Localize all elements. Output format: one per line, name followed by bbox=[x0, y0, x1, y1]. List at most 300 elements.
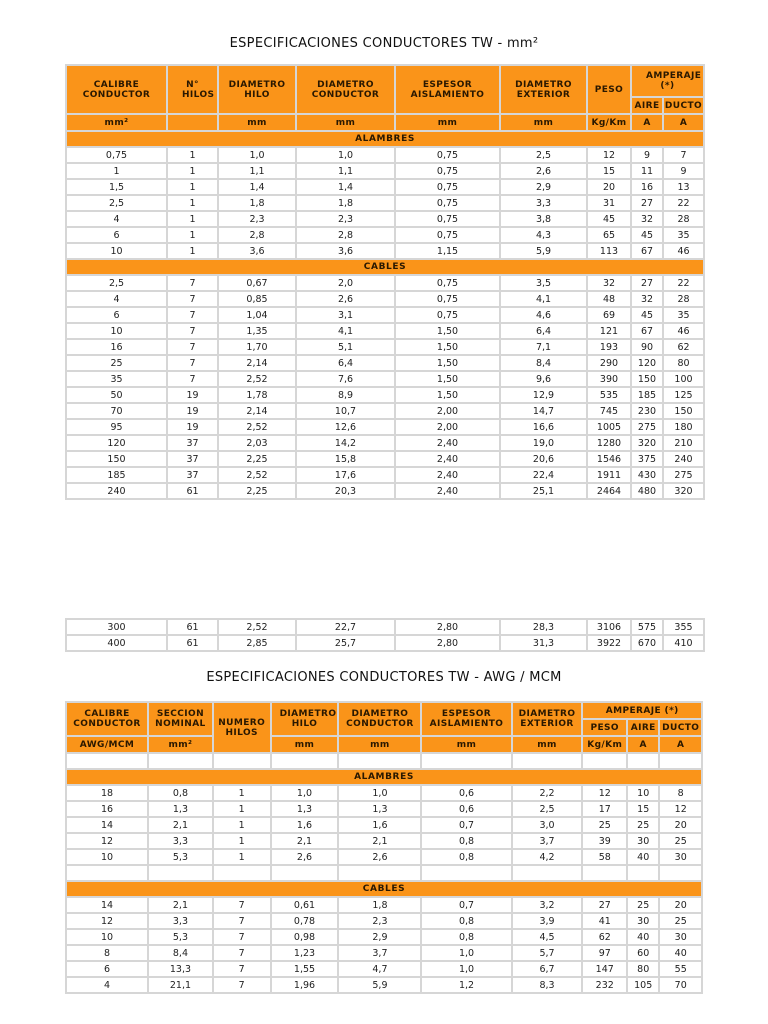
table-cell: 7 bbox=[168, 372, 217, 386]
header-diametro-exterior: DIAMETRO EXTERIOR bbox=[501, 66, 586, 113]
table-cell: 9,6 bbox=[501, 372, 586, 386]
table-cell: 6,7 bbox=[513, 962, 582, 976]
table-cell: 1911 bbox=[588, 468, 630, 482]
section-cables: CABLES bbox=[67, 260, 703, 274]
table-cell: 37 bbox=[168, 436, 217, 450]
table-cell: 1 bbox=[214, 786, 270, 800]
table-cell: 240 bbox=[664, 452, 703, 466]
table-cell: 7 bbox=[214, 978, 270, 992]
table-cell: 12,6 bbox=[297, 420, 394, 434]
table-cell: 0,8 bbox=[422, 914, 510, 928]
table-cell: 25,7 bbox=[297, 636, 394, 650]
table2-cables-body bbox=[67, 898, 701, 992]
header-diametro-conductor: DIAMETRO CONDUCTOR bbox=[339, 703, 420, 735]
table-row bbox=[67, 340, 703, 354]
unit-diametro-conductor: mm bbox=[297, 115, 394, 130]
unit-calibre: AWG/MCM bbox=[67, 737, 147, 752]
table-row bbox=[67, 276, 703, 290]
table-cell: 15 bbox=[628, 802, 658, 816]
table-cell: 2,25 bbox=[219, 452, 295, 466]
table-cell: 1,0 bbox=[297, 148, 394, 162]
table-cell: 1,3 bbox=[149, 802, 212, 816]
table-cell: 2,3 bbox=[339, 914, 420, 928]
table-cell: 69 bbox=[588, 308, 630, 322]
table-cell: 6,4 bbox=[501, 324, 586, 338]
table-cell: 390 bbox=[588, 372, 630, 386]
table-cell: 19 bbox=[168, 420, 217, 434]
table-cell: 2,6 bbox=[501, 164, 586, 178]
table-row bbox=[67, 164, 703, 178]
table-cell: 670 bbox=[632, 636, 662, 650]
table-cell: 19,0 bbox=[501, 436, 586, 450]
table-cell: 39 bbox=[583, 834, 626, 848]
table-cell: 17 bbox=[583, 802, 626, 816]
unit-seccion: mm² bbox=[149, 737, 212, 752]
table-cell: 4 bbox=[67, 292, 166, 306]
table-cell: 3,6 bbox=[297, 244, 394, 258]
table-cell: 1,04 bbox=[219, 308, 295, 322]
table-cell: 2,80 bbox=[396, 636, 499, 650]
header-espesor-aislamiento: ESPESOR AISLAMIENTO bbox=[396, 66, 499, 113]
table-cell: 46 bbox=[664, 244, 703, 258]
table2-alambres-body bbox=[67, 786, 701, 864]
table-cell: 8,4 bbox=[149, 946, 212, 960]
table-cell: 0,78 bbox=[272, 914, 338, 928]
table-cell: 410 bbox=[664, 636, 703, 650]
table-row bbox=[67, 436, 703, 450]
table-cell: 15 bbox=[588, 164, 630, 178]
table-cell: 1,0 bbox=[219, 148, 295, 162]
table-cell: 232 bbox=[583, 978, 626, 992]
table-cell: 7 bbox=[214, 962, 270, 976]
table-cell: 28,3 bbox=[501, 620, 586, 634]
table-row bbox=[67, 244, 703, 258]
table-cell: 12,9 bbox=[501, 388, 586, 402]
table-cell: 193 bbox=[588, 340, 630, 354]
table-cell: 535 bbox=[588, 388, 630, 402]
table-row bbox=[67, 324, 703, 338]
table-cell: 3,9 bbox=[513, 914, 582, 928]
table-cell: 2,80 bbox=[396, 620, 499, 634]
table-row bbox=[67, 946, 701, 960]
table-cell: 15,8 bbox=[297, 452, 394, 466]
table-cell: 1,1 bbox=[219, 164, 295, 178]
table-cell: 19 bbox=[168, 388, 217, 402]
table-cell: 113 bbox=[588, 244, 630, 258]
table-cell: 230 bbox=[632, 404, 662, 418]
table-cell: 2,00 bbox=[396, 420, 499, 434]
table-cell: 2,40 bbox=[396, 452, 499, 466]
table-cell: 1,5 bbox=[67, 180, 166, 194]
unit-diametro-conductor: mm bbox=[339, 737, 420, 752]
table-cell: 0,8 bbox=[422, 834, 510, 848]
table-cell: 16 bbox=[632, 180, 662, 194]
table-cell: 0,98 bbox=[272, 930, 338, 944]
table-cell: 40 bbox=[628, 850, 658, 864]
table-cell: 275 bbox=[632, 420, 662, 434]
table-cell: 8,3 bbox=[513, 978, 582, 992]
table-cell: 8,9 bbox=[297, 388, 394, 402]
table-cell: 0,6 bbox=[422, 786, 510, 800]
table-cell: 210 bbox=[664, 436, 703, 450]
table-cell: 11 bbox=[632, 164, 662, 178]
table-cell: 1,15 bbox=[396, 244, 499, 258]
table-cell: 575 bbox=[632, 620, 662, 634]
table-cell: 2,5 bbox=[501, 148, 586, 162]
empty-row bbox=[67, 866, 701, 880]
table-cell: 2,00 bbox=[396, 404, 499, 418]
table-cell: 121 bbox=[588, 324, 630, 338]
table-cell: 0,8 bbox=[422, 850, 510, 864]
table-cell: 2,40 bbox=[396, 436, 499, 450]
table-cell: 1,3 bbox=[272, 802, 338, 816]
table-cell: 1,0 bbox=[422, 946, 510, 960]
unit-peso: Kg/Km bbox=[583, 737, 626, 752]
header-amperaje: AMPERAJE (*) bbox=[583, 703, 701, 718]
table-cell: 16 bbox=[67, 340, 166, 354]
table-cell: 9 bbox=[664, 164, 703, 178]
table-cell: 5,1 bbox=[297, 340, 394, 354]
table1-alambres-body bbox=[67, 148, 703, 258]
table-cell: 25,1 bbox=[501, 484, 586, 498]
table-cell: 7 bbox=[168, 356, 217, 370]
table-cell: 0,75 bbox=[67, 148, 166, 162]
table-cell: 1,50 bbox=[396, 372, 499, 386]
table-cell: 1,96 bbox=[272, 978, 338, 992]
unit-diametro-exterior: mm bbox=[501, 115, 586, 130]
table-cell: 2,5 bbox=[67, 276, 166, 290]
table-cell: 1,2 bbox=[422, 978, 510, 992]
table-cell: 9 bbox=[632, 148, 662, 162]
table-cell: 355 bbox=[664, 620, 703, 634]
table-cell: 45 bbox=[632, 228, 662, 242]
table-cell: 0,6 bbox=[422, 802, 510, 816]
table-cell: 18 bbox=[67, 786, 147, 800]
table-cell: 12 bbox=[583, 786, 626, 800]
table-cell: 2,3 bbox=[297, 212, 394, 226]
header-espesor-aislamiento: ESPESOR AISLAMIENTO bbox=[422, 703, 510, 735]
table-cell: 12 bbox=[67, 914, 147, 928]
table-cell: 80 bbox=[664, 356, 703, 370]
table-cell: 1,6 bbox=[339, 818, 420, 832]
table-cell: 7 bbox=[168, 340, 217, 354]
table-row bbox=[67, 356, 703, 370]
table-cell: 25 bbox=[660, 834, 701, 848]
table-cell: 25 bbox=[628, 818, 658, 832]
table-cell: 0,75 bbox=[396, 212, 499, 226]
table-cell: 2,6 bbox=[272, 850, 338, 864]
table-cell: 275 bbox=[664, 468, 703, 482]
table-cell: 1 bbox=[214, 850, 270, 864]
table-cell: 0,75 bbox=[396, 148, 499, 162]
header-ducto: DUCTO bbox=[660, 720, 701, 735]
table-cell: 10 bbox=[67, 244, 166, 258]
table-row bbox=[67, 620, 703, 634]
table-cell: 150 bbox=[664, 404, 703, 418]
table-cell: 7 bbox=[168, 308, 217, 322]
table-cell: 2,40 bbox=[396, 468, 499, 482]
table-cell: 430 bbox=[632, 468, 662, 482]
header-diametro-hilo: DIAMETRO HILO bbox=[272, 703, 338, 735]
table-cell: 4,1 bbox=[501, 292, 586, 306]
unit-aire: A bbox=[628, 737, 658, 752]
table-row bbox=[67, 180, 703, 194]
table-cell: 120 bbox=[632, 356, 662, 370]
table2-title: ESPECIFICACIONES CONDUCTORES TW - AWG / MCM bbox=[206, 670, 562, 685]
table-cell: 1,6 bbox=[272, 818, 338, 832]
table-cell: 2,52 bbox=[219, 420, 295, 434]
unit-diametro-hilo: mm bbox=[219, 115, 295, 130]
table-cell: 25 bbox=[583, 818, 626, 832]
table-cell: 10 bbox=[67, 324, 166, 338]
table-cell: 3,1 bbox=[297, 308, 394, 322]
table-cell: 12 bbox=[660, 802, 701, 816]
table1-mm2 bbox=[65, 64, 705, 500]
table-cell: 4 bbox=[67, 212, 166, 226]
header-diametro-exterior: DIAMETRO EXTERIOR bbox=[513, 703, 582, 735]
table-row bbox=[67, 834, 701, 848]
table-cell: 0,61 bbox=[272, 898, 338, 912]
table-row bbox=[67, 404, 703, 418]
table-cell: 6 bbox=[67, 962, 147, 976]
table-cell: 2,25 bbox=[219, 484, 295, 498]
table-cell: 180 bbox=[664, 420, 703, 434]
table-cell: 13 bbox=[664, 180, 703, 194]
table-cell: 46 bbox=[664, 324, 703, 338]
table-cell: 8 bbox=[660, 786, 701, 800]
table-cell: 10 bbox=[628, 786, 658, 800]
table-cell: 1,50 bbox=[396, 356, 499, 370]
table-cell: 48 bbox=[588, 292, 630, 306]
table-cell: 2,1 bbox=[149, 818, 212, 832]
table-cell: 1,3 bbox=[339, 802, 420, 816]
header-amperaje: AMPERAJE (*) bbox=[632, 66, 703, 96]
table-cell: 25 bbox=[660, 914, 701, 928]
table-cell: 400 bbox=[67, 636, 166, 650]
table1-continuation bbox=[65, 618, 705, 652]
table2-awg bbox=[65, 701, 703, 994]
table-cell: 2,52 bbox=[219, 620, 295, 634]
table-cell: 0,75 bbox=[396, 196, 499, 210]
table-cell: 0,7 bbox=[422, 898, 510, 912]
table-cell: 1,4 bbox=[297, 180, 394, 194]
table-cell: 45 bbox=[632, 308, 662, 322]
unit-espesor: mm bbox=[396, 115, 499, 130]
table-cell: 0,8 bbox=[149, 786, 212, 800]
table-cell: 55 bbox=[660, 962, 701, 976]
table-cell: 61 bbox=[168, 636, 217, 650]
table-cell: 1005 bbox=[588, 420, 630, 434]
table-cell: 10,7 bbox=[297, 404, 394, 418]
table-cell: 1280 bbox=[588, 436, 630, 450]
table-cell: 16,6 bbox=[501, 420, 586, 434]
table-cell: 7 bbox=[214, 898, 270, 912]
header-hilos: N° HILOS bbox=[168, 66, 217, 113]
table-cell: 41 bbox=[583, 914, 626, 928]
table-cell: 7,6 bbox=[297, 372, 394, 386]
table-row bbox=[67, 308, 703, 322]
table-cell: 0,75 bbox=[396, 308, 499, 322]
table-cell: 50 bbox=[67, 388, 166, 402]
table-cell: 1,0 bbox=[422, 962, 510, 976]
table-cell: 21,1 bbox=[149, 978, 212, 992]
table-row bbox=[67, 930, 701, 944]
table-cell: 7 bbox=[214, 930, 270, 944]
table-cell: 7 bbox=[168, 276, 217, 290]
table-cell: 2,1 bbox=[339, 834, 420, 848]
unit-espesor: mm bbox=[422, 737, 510, 752]
table-cell: 2,2 bbox=[513, 786, 582, 800]
table-cell: 4 bbox=[67, 978, 147, 992]
header-calibre-conductor: CALIBRE CONDUCTOR bbox=[67, 66, 166, 113]
header-numero-hilos: NUMERO HILOS bbox=[214, 703, 270, 752]
table-cell: 30 bbox=[660, 930, 701, 944]
table-cell: 147 bbox=[583, 962, 626, 976]
table-row bbox=[67, 452, 703, 466]
table-cell: 1,8 bbox=[297, 196, 394, 210]
table-cell: 1 bbox=[168, 228, 217, 242]
table-cell: 0,75 bbox=[396, 228, 499, 242]
table-cell: 3,5 bbox=[501, 276, 586, 290]
table-row bbox=[67, 636, 703, 650]
table-cell: 1 bbox=[168, 196, 217, 210]
table-cell: 30 bbox=[628, 834, 658, 848]
table-cell: 7 bbox=[168, 292, 217, 306]
table-cell: 70 bbox=[67, 404, 166, 418]
table-cell: 2,9 bbox=[501, 180, 586, 194]
header-aire: AIRE bbox=[632, 98, 662, 113]
empty-row bbox=[67, 754, 701, 768]
table-row bbox=[67, 818, 701, 832]
table-cell: 8 bbox=[67, 946, 147, 960]
table-cell: 2,40 bbox=[396, 484, 499, 498]
table-cell: 2,3 bbox=[219, 212, 295, 226]
table-cell: 2,03 bbox=[219, 436, 295, 450]
table-cell: 13,3 bbox=[149, 962, 212, 976]
table-cell: 7 bbox=[214, 914, 270, 928]
table-cell: 22,4 bbox=[501, 468, 586, 482]
table-cell: 20,3 bbox=[297, 484, 394, 498]
table-cell: 65 bbox=[588, 228, 630, 242]
table-cell: 185 bbox=[67, 468, 166, 482]
table-cell: 5,9 bbox=[339, 978, 420, 992]
table-cell: 12 bbox=[67, 834, 147, 848]
table-cell: 300 bbox=[67, 620, 166, 634]
table-cell: 30 bbox=[660, 850, 701, 864]
table-cell: 1,0 bbox=[272, 786, 338, 800]
table-cell: 0,85 bbox=[219, 292, 295, 306]
table-cell: 37 bbox=[168, 452, 217, 466]
table-cell: 3,7 bbox=[513, 834, 582, 848]
table-cell: 14,7 bbox=[501, 404, 586, 418]
table-row bbox=[67, 196, 703, 210]
table-cell: 1 bbox=[214, 802, 270, 816]
table-cell: 1 bbox=[168, 180, 217, 194]
table-cell: 10 bbox=[67, 850, 147, 864]
table-cell: 7 bbox=[168, 324, 217, 338]
table1-cont-body bbox=[67, 620, 703, 650]
table-cell: 5,7 bbox=[513, 946, 582, 960]
section-alambres: ALAMBRES bbox=[67, 132, 703, 146]
table-cell: 1 bbox=[168, 244, 217, 258]
table-cell: 16 bbox=[67, 802, 147, 816]
table-cell: 22,7 bbox=[297, 620, 394, 634]
table-cell: 150 bbox=[67, 452, 166, 466]
table-cell: 3,7 bbox=[339, 946, 420, 960]
table-row bbox=[67, 420, 703, 434]
table-cell: 10 bbox=[67, 930, 147, 944]
table-cell: 2,6 bbox=[297, 292, 394, 306]
table-row bbox=[67, 850, 701, 864]
table-cell: 1,23 bbox=[272, 946, 338, 960]
header-aire: AIRE bbox=[628, 720, 658, 735]
table-cell: 14 bbox=[67, 898, 147, 912]
header-calibre-conductor: CALIBRE CONDUCTOR bbox=[67, 703, 147, 735]
table-cell: 6 bbox=[67, 228, 166, 242]
table-cell: 22 bbox=[664, 276, 703, 290]
table-cell: 31 bbox=[588, 196, 630, 210]
table-cell: 20 bbox=[660, 818, 701, 832]
table-cell: 375 bbox=[632, 452, 662, 466]
table-cell: 2,52 bbox=[219, 372, 295, 386]
table-cell: 3,3 bbox=[149, 914, 212, 928]
table-cell: 31,3 bbox=[501, 636, 586, 650]
section-cables: CABLES bbox=[67, 882, 701, 896]
table-cell: 5,9 bbox=[501, 244, 586, 258]
table-cell: 3,3 bbox=[501, 196, 586, 210]
header-seccion-nominal: SECCION NOMINAL bbox=[149, 703, 212, 735]
table-cell: 1,50 bbox=[396, 324, 499, 338]
table-cell: 32 bbox=[632, 292, 662, 306]
unit-aire: A bbox=[632, 115, 662, 130]
table-cell: 0,75 bbox=[396, 180, 499, 194]
table-cell: 7 bbox=[214, 946, 270, 960]
table-cell: 37 bbox=[168, 468, 217, 482]
table-cell: 480 bbox=[632, 484, 662, 498]
table-cell: 97 bbox=[583, 946, 626, 960]
table-cell: 62 bbox=[664, 340, 703, 354]
table-cell: 2,0 bbox=[297, 276, 394, 290]
table-cell: 17,6 bbox=[297, 468, 394, 482]
header-peso: PESO bbox=[583, 720, 626, 735]
table-cell: 25 bbox=[67, 356, 166, 370]
table-cell: 1 bbox=[214, 818, 270, 832]
table-cell: 67 bbox=[632, 244, 662, 258]
table-cell: 1 bbox=[67, 164, 166, 178]
table-cell: 27 bbox=[632, 196, 662, 210]
table-cell: 0,7 bbox=[422, 818, 510, 832]
table1-cables-body bbox=[67, 276, 703, 498]
table-cell: 7 bbox=[664, 148, 703, 162]
table-cell: 1 bbox=[168, 148, 217, 162]
table-cell: 35 bbox=[664, 308, 703, 322]
unit-hilos bbox=[168, 115, 217, 130]
table-cell: 1546 bbox=[588, 452, 630, 466]
table-cell: 6,4 bbox=[297, 356, 394, 370]
table-cell: 0,8 bbox=[422, 930, 510, 944]
table-cell: 4,2 bbox=[513, 850, 582, 864]
table-cell: 2,8 bbox=[219, 228, 295, 242]
table-cell: 3,3 bbox=[149, 834, 212, 848]
table-cell: 28 bbox=[664, 292, 703, 306]
table-cell: 2,5 bbox=[513, 802, 582, 816]
table-cell: 27 bbox=[583, 898, 626, 912]
table-cell: 20 bbox=[588, 180, 630, 194]
table-cell: 27 bbox=[632, 276, 662, 290]
table-cell: 5,3 bbox=[149, 850, 212, 864]
table-row bbox=[67, 292, 703, 306]
table-cell: 14,2 bbox=[297, 436, 394, 450]
